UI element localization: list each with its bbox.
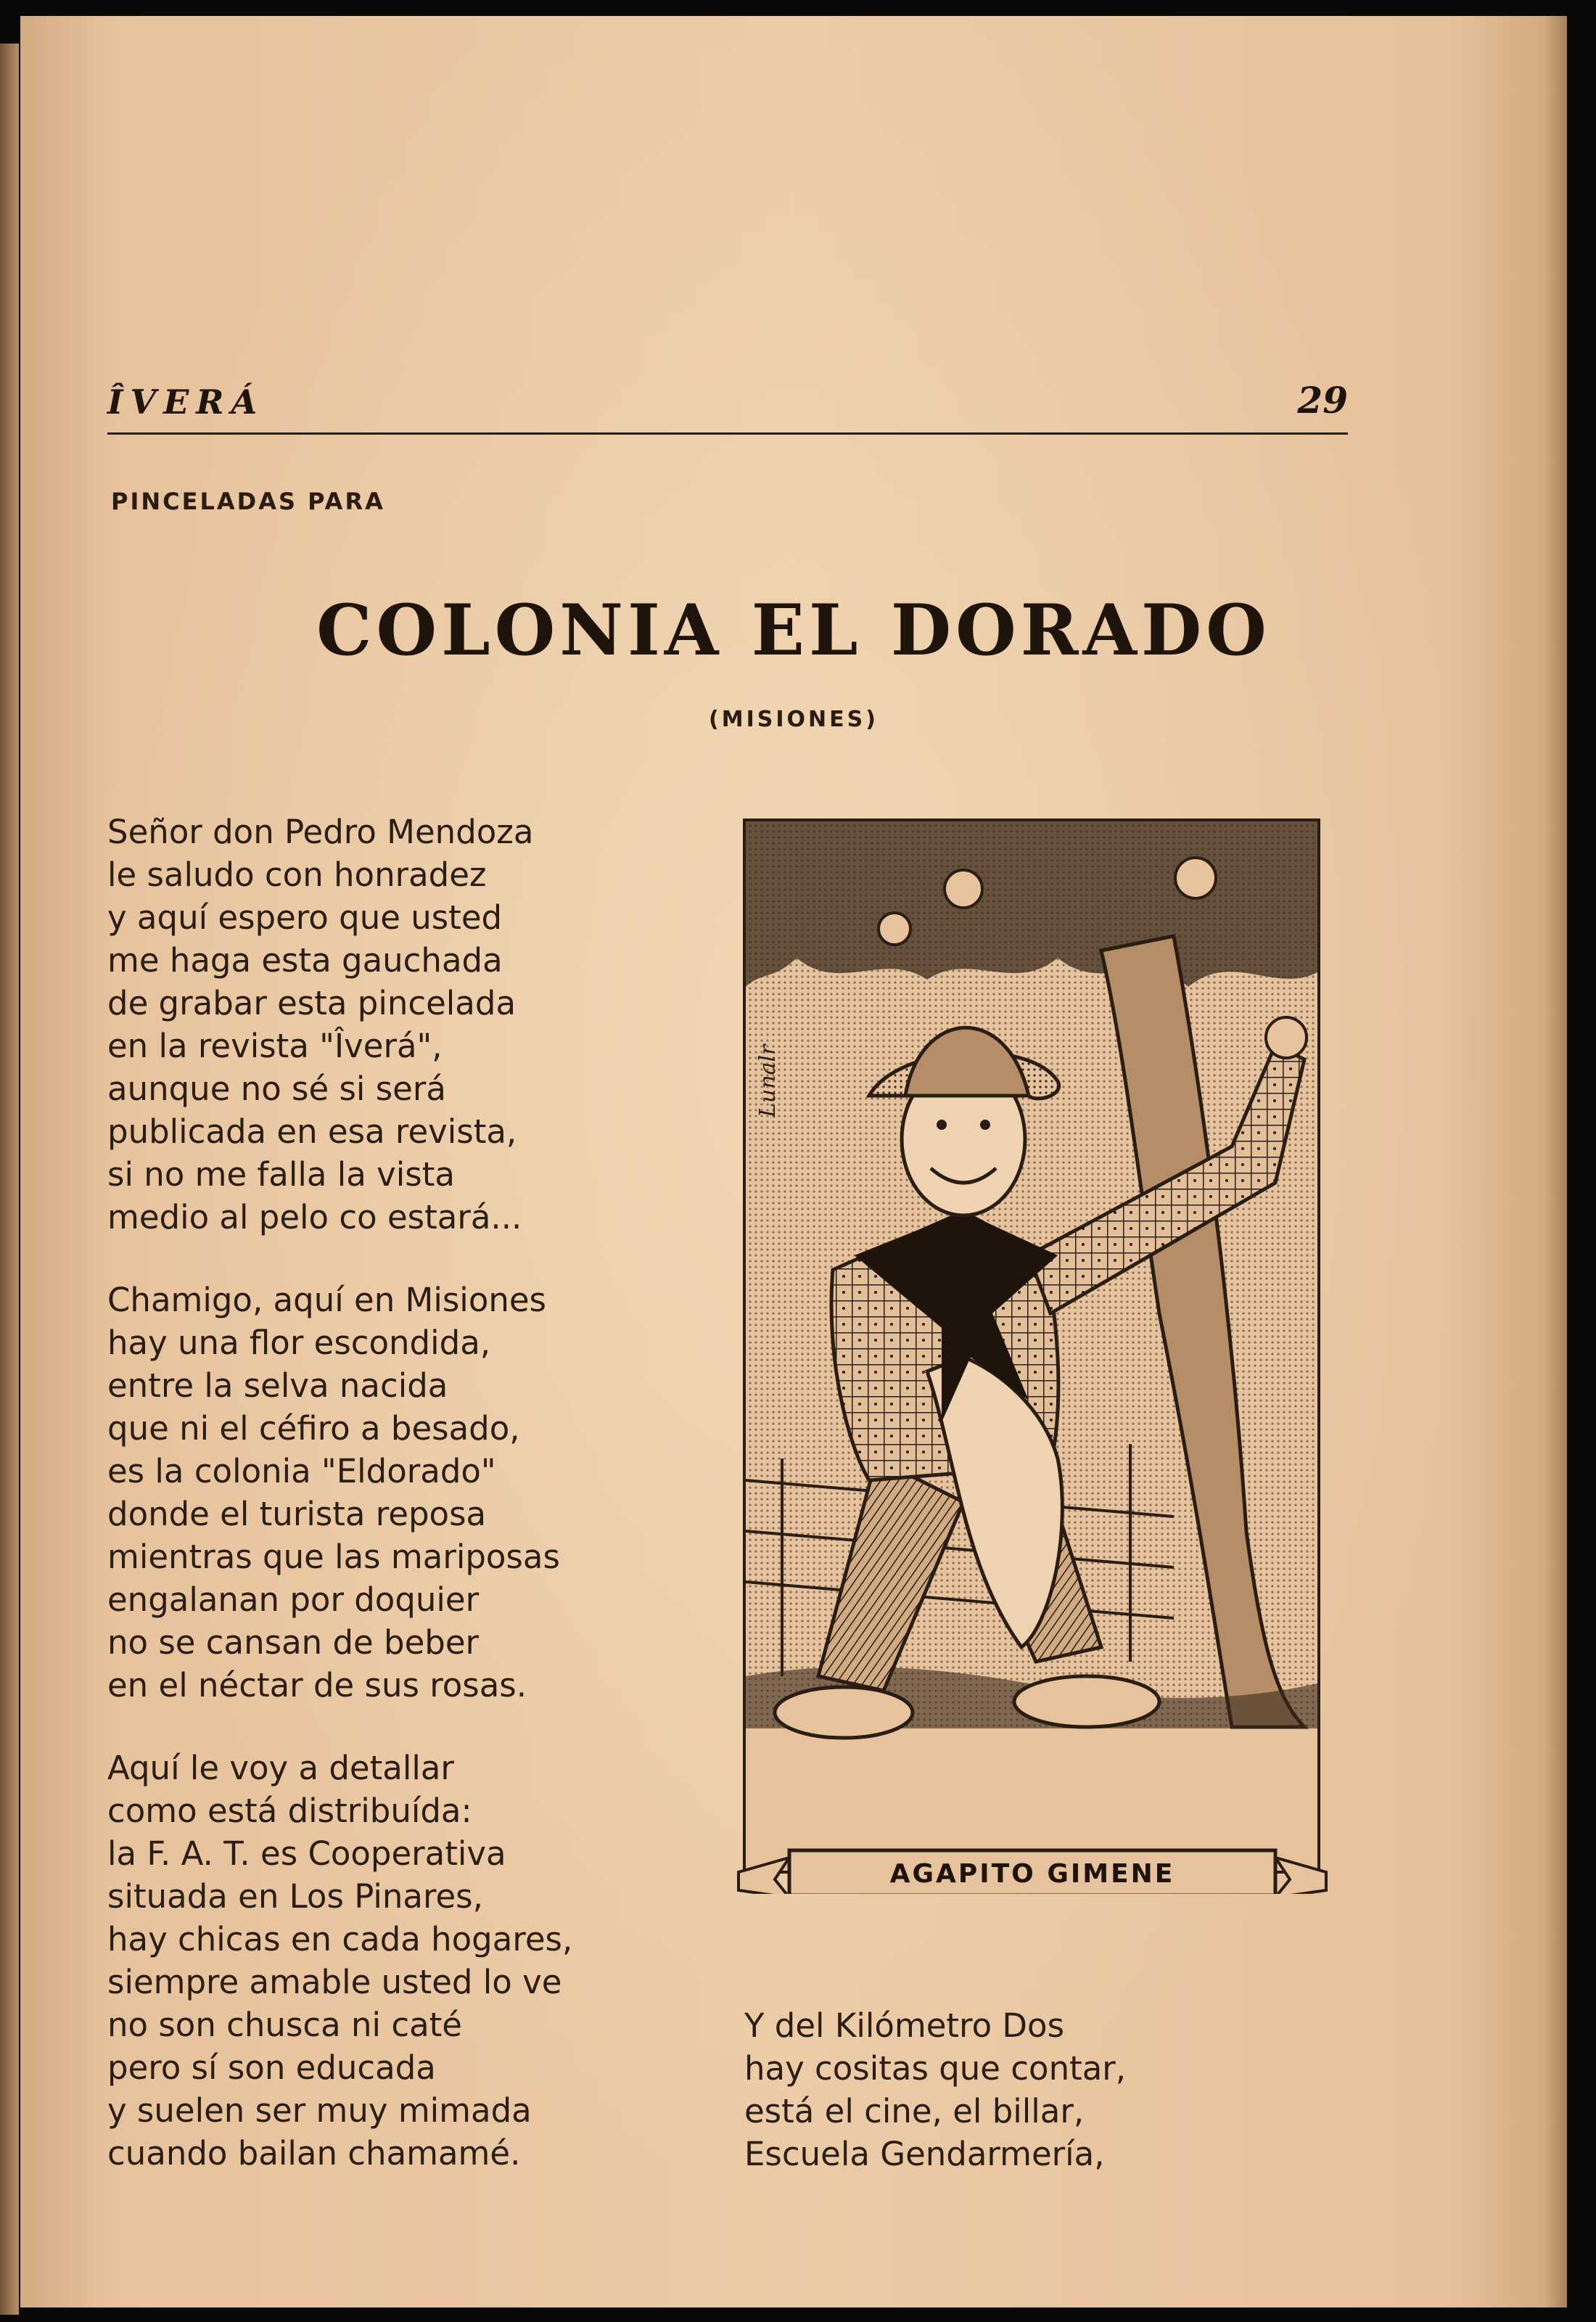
poem-line: Y del Kilómetro Dos (744, 2006, 1065, 2045)
poem-line: entre la selva nacida (107, 1366, 448, 1405)
poem-line: cuando bailan chamamé. (107, 2134, 521, 2173)
fruit (879, 913, 910, 945)
artist-signature: Lunalr (755, 1044, 781, 1117)
poem-line: Chamigo, aquí en Misiones (107, 1281, 546, 1319)
poem-line: la F. A. T. es Cooperativa (107, 1834, 506, 1873)
previous-page-edge (0, 44, 19, 2315)
fruit (945, 870, 982, 908)
poem-line: de grabar esta pincelada (107, 984, 517, 1022)
poem-right-column (744, 2004, 1368, 2215)
article-subtitle: (MISIONES) (709, 707, 879, 732)
stanza-4 (744, 2004, 1368, 2175)
illustration-panel (724, 805, 1341, 1894)
boy-left-shoe (775, 1687, 913, 1738)
poem-line: situada en Los Pinares, (107, 1877, 483, 1916)
poem-line: me haga esta gauchada (107, 941, 503, 980)
page-edge-shadow (1545, 16, 1567, 2307)
poem-line: Señor don Pedro Mendoza (107, 813, 534, 851)
boy-under-tree-illustration (724, 805, 1341, 1894)
header-rule (107, 432, 1348, 435)
poem-left-column (107, 811, 746, 2215)
poem-line: y aquí espero que usted (107, 898, 503, 937)
article-kicker: PINCELADAS PARA (111, 488, 385, 515)
article-title: COLONIA EL DORADO (316, 589, 1271, 671)
poem-line: hay cositas que contar, (744, 2049, 1127, 2088)
illustration-caption: AGAPITO GIMENE (889, 1859, 1175, 1889)
stanza-2 (107, 1279, 746, 1707)
poem-line: está el cine, el billar, (744, 2092, 1085, 2130)
stanza-1 (107, 811, 746, 1239)
poem-line: en la revista "Îverá", (107, 1027, 443, 1065)
magazine-page (20, 16, 1567, 2307)
fruit (1175, 858, 1216, 898)
poem-line: publicada en esa revista, (107, 1112, 517, 1151)
stanza-3 (107, 1747, 746, 2175)
poem-line: mientras que las mariposas (107, 1538, 560, 1576)
poem-line: pero sí son educada (107, 2048, 436, 2087)
poem-line: siempre amable usted lo ve (107, 1963, 562, 2001)
poem-line: y suelen ser muy mimada (107, 2091, 532, 2130)
poem-line: en el néctar de sus rosas. (107, 1666, 527, 1704)
poem-line: si no me falla la vista (107, 1155, 455, 1194)
poem-line: Aquí le voy a detallar (107, 1749, 454, 1787)
poem-line: no son chusca ni caté (107, 2006, 462, 2044)
poem-line: Escuela Gendarmería, (744, 2135, 1105, 2173)
poem-line: engalanan por doquier (107, 1580, 480, 1619)
poem-line: le saludo con honradez (107, 856, 487, 894)
poem-line: que ni el céfiro a besado, (107, 1409, 520, 1448)
boy-right-shoe (1014, 1676, 1159, 1727)
poem-line: hay chicas en cada hogares, (107, 1920, 573, 1958)
boy-hand (1266, 1017, 1307, 1058)
poem-line: no se cansan de beber (107, 1623, 480, 1662)
poem-line: como está distribuída: (107, 1792, 472, 1830)
poem-line: aunque no sé si será (107, 1070, 446, 1108)
poem-line: hay una flor escondida, (107, 1324, 491, 1362)
poem-line: es la colonia "Eldorado" (107, 1452, 496, 1490)
page-number: 29 (1297, 379, 1348, 422)
poem-line: medio al pelo co estará... (107, 1198, 522, 1236)
running-header-title: ÎVERÁ (107, 382, 265, 422)
tree-foliage (746, 821, 1317, 987)
poem-line: donde el turista reposa (107, 1495, 487, 1533)
